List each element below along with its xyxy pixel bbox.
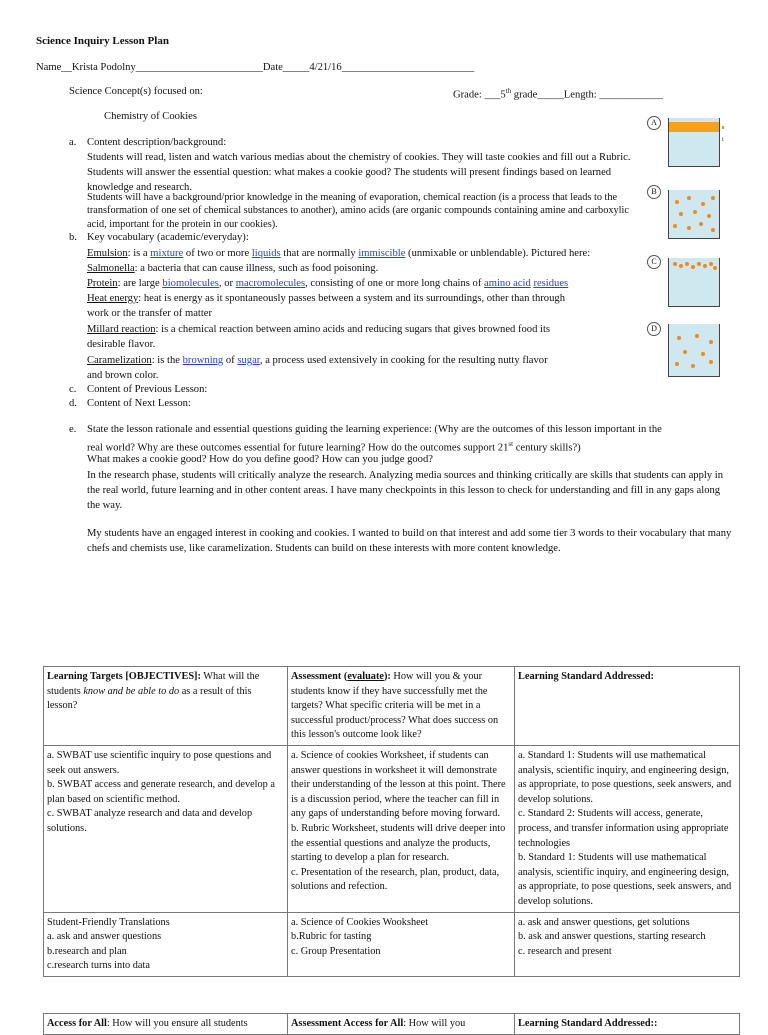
oil-droplet [709,360,713,364]
figure-label-d: D [647,322,661,336]
cell-line: a. SWBAT use scientific inquiry to pose questions and seek out answers. [47,749,272,776]
oil-droplet [711,228,715,232]
link-immiscible[interactable]: immiscible [358,248,406,259]
vocab-millard-cont: desirable flavor. [87,339,156,350]
beaker-c [668,258,720,307]
vocab-text: : is a [127,248,151,259]
beaker-a [668,118,720,167]
oil-droplet [711,196,715,200]
oil-droplet [683,350,687,354]
vocab-term: Emulsion [87,248,128,259]
vocab-text: , consisting of one or more long chains of [305,278,485,289]
oil-droplet [699,222,703,226]
interest-paragraph: My students have an engaged interest in cooking and cookies. I wanted to build on that interest and add some tier 3 words to their vocabulary that many chefs and chemists use, like caramelization. Students can build on these interests with more content knowledge. [87,528,732,555]
rationale-paragraph: In the research phase, students will critically analyze the research. Analyzing media sources and thinking critically are skills that students can apply in the real world, future learning and in other content areas. I have many checkpoints in this lesson to check for understanding and fill in any gaps along the way. [87,470,724,512]
cell-line: b. SWBAT access and generate research, and develop a plan based on scientific method. [47,779,275,805]
topic-title: Chemistry of Cookies [104,111,197,122]
link-macromolecules[interactable]: macromolecules [235,278,306,289]
section-e-text: real world? Why are these outcomes essential for future learning? How do the outcomes support 21 [87,442,509,454]
objectives-cell [44,745,288,912]
section-a-title: Content description/background: [87,137,227,148]
vocab-text: : is the [151,355,183,366]
section-e-marker: e. [69,424,77,435]
link-sugar[interactable]: sugar [237,355,260,366]
vocab-protein [87,276,568,291]
oil-droplet [701,202,705,206]
vocab-text: (unmixable or unblendable). Pictured here: [405,248,591,259]
oil-droplet [673,262,677,266]
vocab-heat-energy [87,291,565,306]
vocab-term: Protein [87,278,118,289]
vocab-caramelization-cont: and brown color. [87,370,159,381]
vocab-text: : is a chemical reaction between amino acids and reducing sugars that gives browned food its [155,324,551,335]
header-bold: Learning Standard Addressed:: [518,1018,658,1029]
section-a-paragraph-1: Students will read, listen and watch various medias about the chemistry of cookies. They will taste cookies and fill out a Rubric. Students will answer the essential question: what makes a cookie good? The students will present findings based on learned knowledge and research. [87,152,631,194]
cell-line: b.research and plan [47,945,127,957]
side-mark: i [722,137,724,143]
oil-droplet [675,362,679,366]
doc-title: Science Inquiry Lesson Plan [36,35,169,47]
cell-line: a. Science of Cookies Wooksheet [291,916,429,928]
oil-droplet [675,200,679,204]
vocab-text: : heat is energy as it spontaneously passes between a system and its surroundings, other than through [138,293,565,304]
header-text: : How will you [403,1018,466,1029]
beaker-b [668,190,720,239]
link-liquids[interactable]: liquids [251,248,281,259]
header-bold: Learning Targets [OBJECTIVES]: [47,671,201,682]
oil-droplet [707,214,711,218]
sup-st: st [508,440,514,448]
oil-droplet [701,352,705,356]
cell-line: c. Standard 2: Students will access, generate, process, and transfer information using appropriate technologies [518,808,729,849]
oil-droplet [691,265,695,269]
section-c-marker: c. [69,384,77,395]
oil-droplet [685,262,689,266]
link-amino-acid[interactable]: amino acid [484,278,531,289]
cell-line: a. Science of cookies Worksheet, if students can answer questions in worksheet it will demonstrate their understanding of the lesson at this point. There is a discussion period, where the teacher can fill in any gaps of understanding before moving forward. [291,749,506,820]
header-learning-standard [515,667,740,746]
standards-translations-cell [515,912,740,976]
section-d-title: Content of Next Lesson: [87,398,191,409]
header-bold-underline: evaluate [347,671,384,682]
assessment-translations-cell [288,912,515,976]
oil-layer [669,122,719,132]
vocab-emulsion [87,246,590,261]
cell-line: b.Rubric for tasting [291,931,372,943]
side-mark: s [722,125,725,131]
section-d-marker: d. [69,398,77,409]
vocab-heat-energy-cont: work or the transfer of matter [87,308,213,319]
beaker-d [668,324,720,377]
grade-sup: th [505,87,512,95]
header-text: as a result of this lesson? [47,685,252,712]
assessment-cell [288,745,515,912]
figure-label-b: B [647,185,661,199]
oil-droplet [697,262,701,266]
oil-droplet [709,340,713,344]
oil-droplet [695,334,699,338]
header-text: What will the students [47,671,260,697]
oil-droplet [673,224,677,228]
translations-cell [44,912,288,976]
cell-line: c. Group Presentation [291,945,381,957]
vocab-text: , a process used extensively in cooking for the resulting nutty flavor [259,355,548,366]
vocab-term: Heat energy [87,293,139,304]
grade-text: Grade: ___5 [453,89,506,101]
oil-droplet [687,196,691,200]
header-bold: ): [383,671,391,682]
header-learning-targets [44,667,288,746]
oil-droplet [687,226,691,230]
science-concepts-label: Science Concept(s) focused on: [69,86,203,97]
vocab-text: , or [218,278,236,289]
oil-droplet [677,336,681,340]
vocab-term: Caramelization [87,355,152,366]
section-c-title: Content of Previous Lesson: [87,384,208,395]
vocab-text: : a bacteria that can cause illness, such as food poisoning. [134,263,379,274]
link-biomolecules[interactable]: biomolecules [162,278,219,289]
link-residues[interactable]: residues [533,278,569,289]
essential-questions: What makes a cookie good? How do you define good? How can you judge good? [87,454,433,465]
vocab-salmonella [87,261,378,276]
vocab-text: that are normally [280,248,359,259]
grade-rest: grade_____Length: ____________ [511,89,663,101]
figure-label-c: C [647,255,661,269]
vocab-term: Millard reaction [87,324,156,335]
standards-cell [515,745,740,912]
header-bold: Learning Standard Addressed: [518,671,654,682]
table-row [44,745,740,912]
cell-line: a. ask and answer questions [47,931,162,943]
cell-line: Student-Friendly Translations [47,916,170,928]
oil-droplet [703,264,707,268]
link-browning[interactable]: browning [182,355,224,366]
section-a-marker: a. [69,137,77,148]
grade-length-line [453,84,663,103]
vocab-text: of two or more [183,248,252,259]
oil-droplet [709,262,713,266]
vocab-term: Salmonella [87,263,135,274]
vocab-text: : are large [117,278,163,289]
header-bold: Assessment ( [291,671,348,682]
header-text: : How will you ensure all students [106,1018,248,1029]
header-assessment [288,667,515,746]
cell-line: c.research turns into data [47,960,150,972]
oil-droplet [691,364,695,368]
cell-line: a. Standard 1: Students will use mathematical analysis, scientific inquiry, and engineering design, as appropriate, to pose questions, seek answers, and develop solutions. [518,749,732,805]
cell-line: b. Standard 1: Students will use mathematical analysis, scientific inquiry, and engineering design, as appropriate, to pose questions, seek answers, and develop solutions. [518,852,732,907]
name-date-line: Name__Krista Podolny________________________Date_____4/21/16_________________________ [36,62,475,73]
cell-line: c. research and present [518,945,612,957]
vocab-millard [87,322,550,337]
header-bold: Access for All [47,1018,107,1029]
cell-line: b. ask and answer questions, starting research [518,931,706,943]
oil-droplet [679,264,683,268]
oil-droplet [713,266,717,270]
oil-droplet [679,212,683,216]
table-row [44,912,740,976]
header-italic: know and be able to do [83,685,180,697]
objectives-table [43,666,740,977]
section-e-title-1: State the lesson rationale and essential questions guiding the learning experience: (Why are the outcomes of this lesson important in the [87,424,662,435]
section-e-text: century skills?) [513,442,581,454]
cell-line: c. SWBAT analyze research and data and develop solutions. [47,808,253,834]
section-b-marker: b. [69,232,77,243]
vocab-text: of [223,355,238,366]
section-b-title: Key vocabulary (academic/everyday): [87,232,249,243]
figure-label-a: A [647,116,661,130]
header-text: How will you & your students know if they have successfully met the targets? What specific criteria will be met in a successful product/process? What does success on this lesson's outcome look like? [291,671,499,741]
section-a-paragraph-2: Students will have a background/prior knowledge in the meaning of evaporation, chemical reaction (is a process that leads to the transformation of one set of chemical substances to another), amino acids (are organic compounds containing amine and carboxylic acid, important for the protein in our cookies). [87,192,629,230]
header-bold: Assessment Access for All [291,1018,404,1029]
link-mixture[interactable]: mixture [150,248,184,259]
vocab-caramelization [87,353,548,368]
cell-line: a. ask and answer questions, get solutions [518,916,690,928]
cell-line: c. Presentation of the research, plan, product, data, solutions and refection. [291,866,500,893]
oil-droplet [693,210,697,214]
cell-line: b. Rubric Worksheet, students will drive deeper into the essential questions and analyze the products, starting to develop a plan for research. [291,822,506,864]
table-header-row [44,667,740,746]
